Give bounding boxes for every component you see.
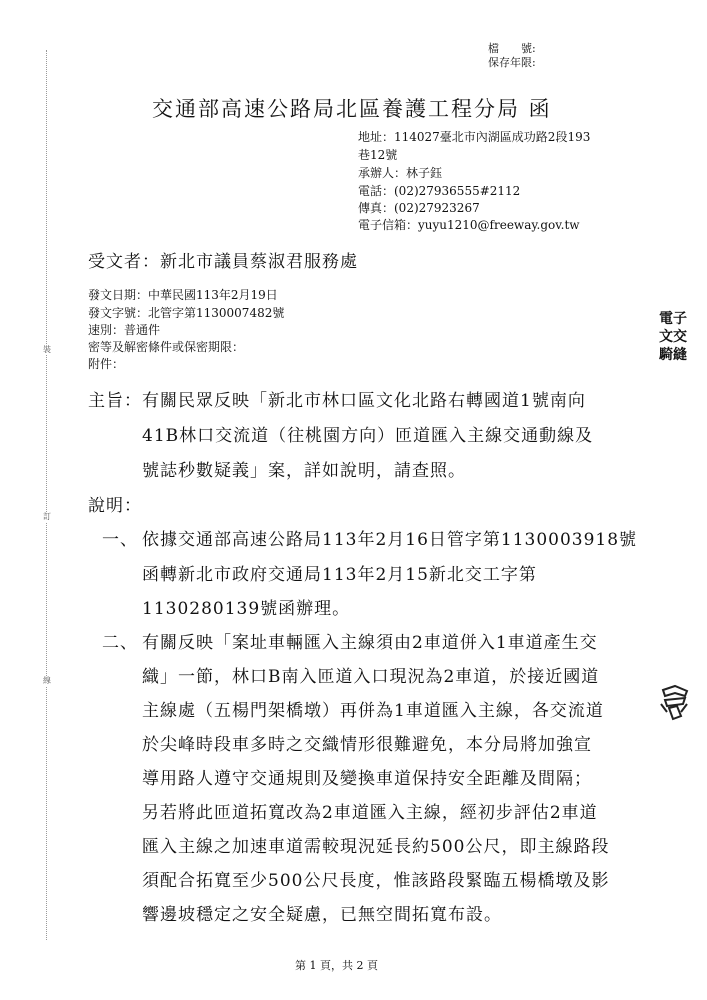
binding-dotted-line [46,50,47,940]
stamp-char: 騎 [659,347,673,363]
document-title: 交通部高速公路局北區養護工程分局 函 [152,97,552,121]
item-marker: 二、 [102,633,138,653]
secrecy-level: 密等及解密條件或保密期限： [88,340,245,354]
item-2-line: 另若將此匝道拓寬改為2車道匯入主線，經初步評估2車道 [142,803,598,823]
stamp-char: 電 [659,311,673,327]
stamp-char: 子 [673,311,687,327]
sender-email: 電子信箱：yuyu1210@freeway.gov.tw [358,218,580,232]
item-2-line: 有關反映「案址車輛匯入主線須由2車道併入1車道產生交 [142,633,598,653]
subject-line-2: 41B林口交流道（往桃園方向）匝道匯入主線交通動線及 [142,426,594,446]
subject-line-3: 號誌秒數疑義」案，詳如說明，請查照。 [142,461,466,481]
item-1-line: 1130280139號函辦理。 [142,599,351,619]
document-number: 發文字號：北管字第1130007482號 [88,306,285,320]
sender-phone: 電話：(02)27936555#2112 [358,184,521,198]
cut-line-mark: 線 [43,676,51,685]
item-2-line: 於尖峰時段車多時之交織情形很難避免，本分局將加強宣 [142,735,592,755]
explanation-label: 說明： [88,496,142,516]
item-2-line: 須配合拓寬至少500公尺長度，惟該路段緊臨五楊橋墩及影 [142,871,610,891]
item-2-line: 織」一節，林口B南入匝道入口現況為2車道，於接近國道 [142,667,600,687]
item-2-line: 導用路人遵守交通規則及變換車道保持安全距離及間隔； [142,769,592,789]
issue-date: 發文日期：中華民國113年2月19日 [88,288,278,302]
item-2-line: 響邊坡穩定之安全疑慮，已無空間拓寬布設。 [142,905,502,925]
staple-mark: 訂 [43,512,51,521]
attachments: 附件： [88,357,125,371]
sender-handler: 承辦人：林子鈺 [358,166,443,180]
sender-address-line1: 地址：114027臺北市內湖區成功路2段193 [358,130,591,144]
electronic-document-stamp [659,310,689,368]
item-1-line: 函轉新北市政府交通局113年2月15新北交工字第 [142,565,537,585]
retention-period-label: 保存年限: [488,56,536,69]
stamp-char: 縫 [673,347,687,363]
binding-mark: 裝 [43,345,51,354]
seal-stamp-icon [655,682,695,722]
sender-fax: 傳真：(02)27923267 [358,201,480,215]
subject-label: 主旨： [88,391,142,411]
item-marker: 一、 [102,530,138,550]
page-footer: 第 1 頁，共 2 頁 [295,959,378,972]
stamp-char: 交 [673,329,687,345]
item-2-line: 匯入主線之加速車道需較現況延長約500公尺，即主線路段 [142,837,610,857]
item-2-line: 主線處（五楊門架橋墩）再併為1車道匯入主線，各交流道 [142,701,604,721]
recipient: 受文者：新北市議員蔡淑君服務處 [88,252,358,272]
item-1-line: 依據交通部高速公路局113年2月16日管字第1130003918號 [142,530,638,550]
subject-line-1: 有關民眾反映「新北市林口區文化北路右轉國道1號南向 [142,391,586,411]
sender-address-line2: 巷12號 [358,148,398,162]
file-number-label: 檔 號: [488,42,536,55]
delivery-speed: 速別：普通件 [88,323,161,337]
stamp-char: 文 [659,329,673,345]
